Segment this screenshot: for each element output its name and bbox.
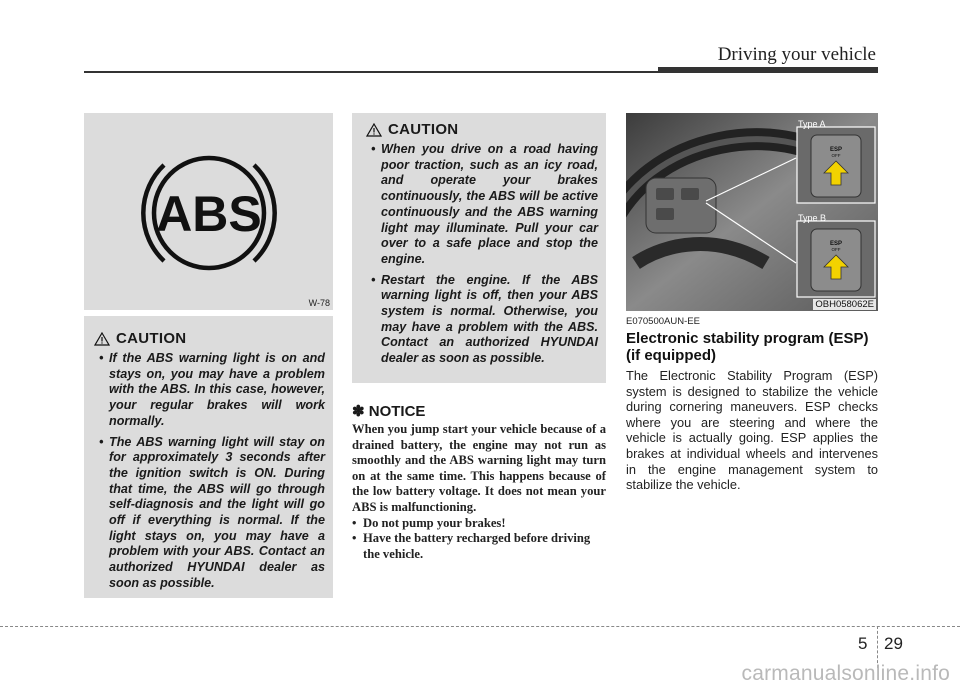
- notice-body: When you jump start your vehicle because of a drained battery, the engine may not run as smoothly and the ABS warning light may turn on at the same time. This happens because of the low battery voltage. It does not mean your ABS is malfunctioning.: [352, 422, 606, 514]
- abs-symbol-text: ABS: [156, 186, 262, 242]
- watermark: carmanualsonline.info: [741, 662, 950, 685]
- header-rule-thick: [658, 67, 878, 73]
- caution-item: • If the ABS warning light is on and stays on, you may have a problem with the ABS. In this case, however, your regular brakes will work normally.: [94, 351, 325, 430]
- notice-item: • Have the battery recharged before driving the vehicle.: [352, 531, 606, 562]
- figure-code: OBH058062E: [815, 299, 874, 310]
- type-a-label: Type A: [798, 119, 826, 129]
- esp-figure: [626, 113, 878, 311]
- esp-off-label: OFF: [831, 247, 841, 252]
- warning-triangle-icon: [94, 332, 110, 346]
- caution-item: • Restart the engine. If the ABS warning light is off, then your ABS system is normal. Otherwise, you may have a problem with the ABS. Contact an authorized HYUNDAI dealer as soon as possible.: [366, 273, 598, 367]
- caution-title: CAUTION: [116, 330, 187, 347]
- abs-warning-symbol: [124, 143, 294, 283]
- notice-block: [352, 402, 606, 562]
- caution-box-traction: [352, 113, 606, 383]
- doc-code: E070500AUN-EE: [626, 316, 700, 327]
- notice-list: [352, 516, 606, 563]
- caution-list: [366, 142, 598, 367]
- header-rule-thin: [84, 71, 658, 73]
- esp-button-label: ESP: [829, 241, 843, 247]
- section-title: Driving your vehicle: [717, 44, 876, 65]
- caution-item: • The ABS warning light will stay on for approximately 3 seconds after the ignition switch is ON. During that time, the ABS will go through self-diagnosis and the light will go off if everything is normal. If the light stays on, you may have a problem with your ABS. Contact an authorized HYUNDAI dealer as soon as possible.: [94, 435, 325, 592]
- figure-code: W-78: [308, 298, 330, 308]
- notice-title: ✽ NOTICE: [352, 403, 426, 420]
- page-number: 29: [884, 634, 903, 653]
- esp-button-label: ESP: [829, 147, 843, 153]
- footer-rule: [0, 626, 960, 627]
- abs-figure: [84, 113, 333, 310]
- steering-wheel-illustration: [626, 113, 878, 311]
- caution-item: • When you drive on a road having poor traction, such as an icy road, and operate your brakes continuously, the ABS will be active continuously and the ABS warning light may illuminate. Pull your car over to a safe place and stop the engine.: [366, 142, 598, 268]
- esp-heading: Electronic stability program (ESP) (if equipped): [626, 330, 869, 364]
- caution-list: [94, 351, 325, 592]
- esp-off-label: OFF: [831, 153, 841, 158]
- warning-triangle-icon: [366, 123, 382, 137]
- chapter-number: 5: [858, 634, 868, 653]
- caution-box-abs: [84, 316, 333, 598]
- caution-title: CAUTION: [388, 121, 459, 138]
- esp-body: The Electronic Stability Program (ESP) system is designed to stabilize the vehicle during cornering maneuvers. ESP checks where you are steering and where the vehicle is actually going. ESP applies the brakes at individual wheels and intervenes in the engine management system to stabilize the vehicle.: [626, 368, 878, 493]
- type-b-label: Type B: [798, 213, 827, 223]
- notice-item: • Do not pump your brakes!: [352, 516, 606, 532]
